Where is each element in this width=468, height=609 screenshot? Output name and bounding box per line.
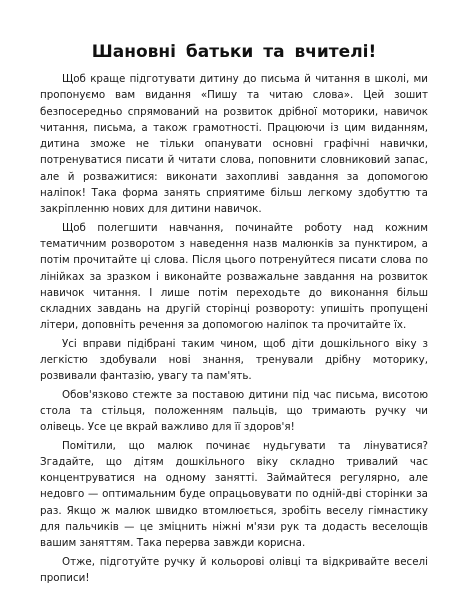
paragraph-posture: Обов'язково стежте за поставою дитини під час письма, висотою стола та стільця, положенням пальців, що тримають ручку чи олівець. Усе це вкрай важливо для її здоров'я!: [40, 388, 428, 434]
document-body: [40, 71, 428, 586]
paragraph-closing: Отже, підготуйте ручку й кольорові олівці та відкривайте веселі прописи!: [40, 555, 428, 584]
paragraph-intro: Щоб краще підготувати дитину до письма й читання в школі, ми пропонуємо вам видання «Пишу та читаю слова». Цей зошит безпосередньо спрямований на розвиток дрібної моторики, навичок читання, письма, а також грамотності. Працюючи із цим виданням, дитина зможе не тільки опанувати основні графічні навички, потренуватися писати й читати слова, поповнити словниковий запас, але й розважитися: виконати захопливі завдання за допомогою наліпок! Така форма занять сприятиме більш легкому здобуттю та закріпленню нових для дитини навичок.: [40, 73, 428, 216]
paragraph-instructions: Щоб полегшити навчання, починайте роботу над кожним тематичним розворотом з наведення назв малюнків за пунктиром, а потім прочитайте ці слова. Після цього потренуйтеся писати слова по лінійках за зразком і виконайте розважальне завдання на розвиток навичок читання. І лише потім переходьте до виконання більш складних завдань на другій сторінці розвороту: упишіть пропущені літери, доповніть речення за допомогою наліпок та прочитайте їх.: [40, 221, 428, 332]
page-title: Шановні батьки та вчителі!: [91, 42, 377, 63]
paragraph-exercises: Усі вправи підібрані таким чином, щоб діти дошкільного віку з легкістю здобували нові знання, тренували дрібну моторику, розвивали фантазію, увагу та пам'ять.: [40, 337, 428, 383]
paragraph-breaks: Помітили, що малюк починає нудьгувати та лінуватися? Згадайте, що дітям дошкільного віку складно тривалий час концентруватися на одному занятті. Займайтеся регулярно, але недовго — оптимальним буде опрацьовувати по одній-дві сторінки за раз. Якщо ж малюк швидко втомлюється, зробіть веселу гімнастику для пальчиків — це зміцнить ніжні м'язи рук та додасть веселощів вашим заняттям. Така перерва завжди корисна.: [40, 439, 428, 550]
